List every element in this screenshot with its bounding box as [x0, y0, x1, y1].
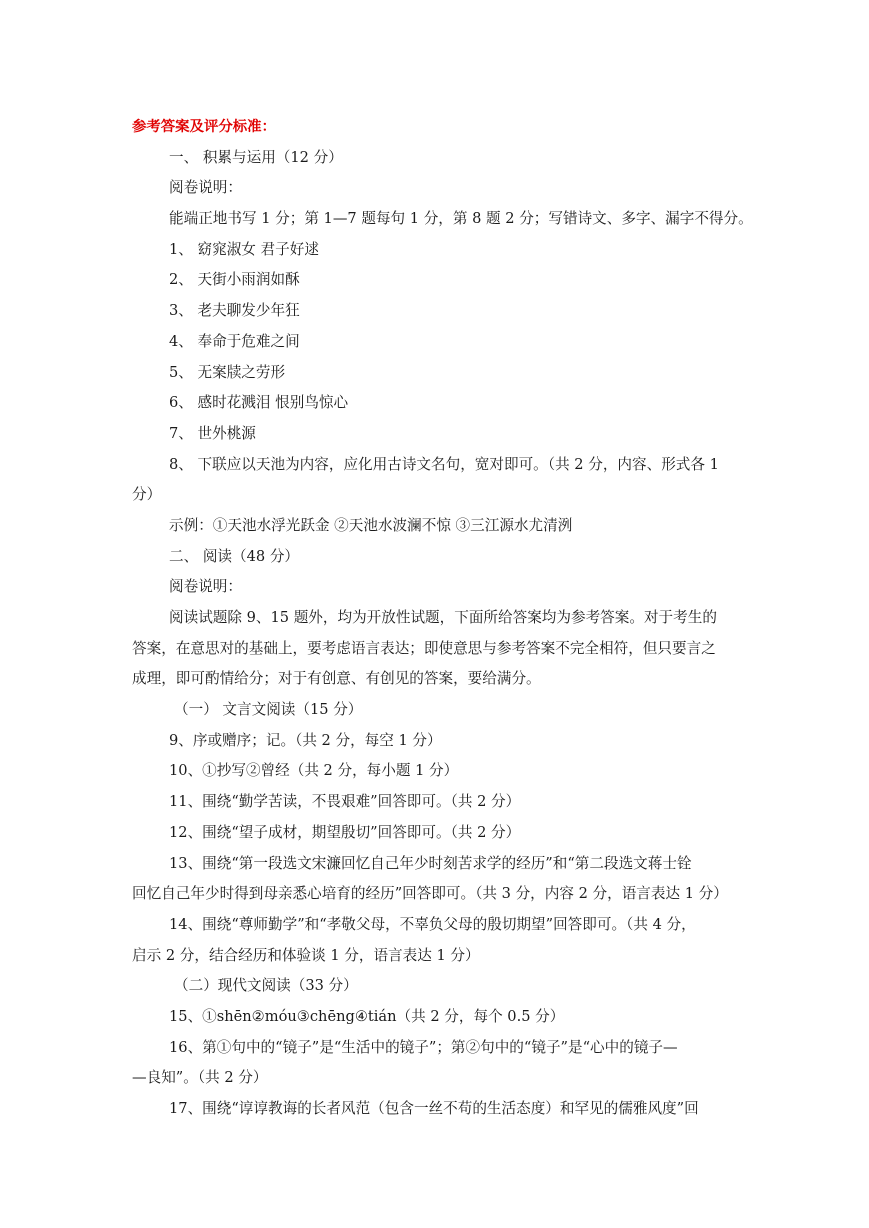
answer-4: 4、 奉命于危难之间	[169, 332, 300, 350]
question-14-line-1: 14、围绕“尊师勤学”和“孝敬父母，不辜负父母的殷切期望”回答即可。（共 4 分，	[169, 915, 696, 933]
document-heading: 参考答案及评分标准：	[132, 119, 276, 135]
answer-2: 2、 天街小雨润如酥	[169, 271, 300, 289]
section-2-title: 二、 阅读（48 分）	[169, 547, 300, 565]
answer-8-line-2: 分）	[132, 486, 162, 504]
answer-6: 6、 感时花溅泪 恨别鸟惊心	[169, 394, 349, 412]
question-11-answer: 11、围绕“勤学苦读，不畏艰难”回答即可。（共 2 分）	[169, 793, 521, 811]
question-13-line-2: 回忆自己年少时得到母亲悉心培育的经历”回答即可。（共 3 分，内容 2 分，语言表达 1 分）	[132, 885, 728, 903]
answer-7: 7、 世外桃源	[169, 424, 256, 442]
question-16-line-2: —良知”。（共 2 分）	[132, 1069, 268, 1087]
section-2-note-line-3: 成理，即可酌情给分；对于有创意、有创见的答案，要给满分。	[132, 670, 541, 688]
section-1-note: 能端正地书写 1 分；第 1—7 题每句 1 分，第 8 题 2 分；写错诗文、多字、漏字不得分。	[169, 210, 753, 228]
question-10-answer: 10、①抄写②曾经（共 2 分，每小题 1 分）	[169, 762, 459, 780]
question-14-line-2: 启示 2 分，结合经历和体验谈 1 分，语言表达 1 分）	[132, 946, 480, 964]
section-2-note-label: 阅卷说明：	[169, 578, 242, 596]
answer-3: 3、 老夫聊发少年狂	[169, 302, 300, 320]
section-1-title: 一、 积累与运用（12 分）	[169, 148, 343, 166]
answer-5: 5、 无案牍之劳形	[169, 363, 286, 381]
question-16-line-1: 16、第①句中的“镜子”是“生活中的镜子”；第②句中的“镜子”是“心中的镜子—	[169, 1038, 678, 1056]
question-13-line-1: 13、围绕“第一段选文宋濂回忆自己年少时刻苦求学的经历”和“第二段选文蒋士铨	[169, 854, 692, 872]
question-9-answer: 9、序或赠序；记。（共 2 分，每空 1 分）	[169, 731, 442, 749]
question-15-answer: 15、①shēn②móu③chēng④tián（共 2 分，每个 0.5 分）	[169, 1007, 565, 1025]
question-12-answer: 12、围绕“望子成材，期望殷切”回答即可。（共 2 分）	[169, 823, 521, 841]
part-2-title: （二）现代文阅读（33 分）	[174, 977, 358, 995]
question-17-line-1: 17、围绕“谆谆教诲的长者风范（包含一丝不苟的生活态度）和罕见的儒雅风度”回	[169, 1100, 699, 1117]
part-1-title: （一） 文言文阅读（15 分）	[174, 701, 363, 719]
answer-8-line-1: 8、 下联应以天池为内容，应化用古诗文名句，宽对即可。（共 2 分，内容、形式各 1	[169, 455, 719, 473]
section-2-note-line-2: 答案，在意思对的基础上，要考虑语言表达；即使意思与参考答案不完全相符，但只要言之	[132, 639, 716, 657]
answer-1: 1、 窈窕淑女 君子好逑	[169, 240, 319, 258]
answer-key-content	[132, 112, 753, 1125]
answer-8-example: 示例：①天池水浮光跃金 ②天池水波澜不惊 ③三江源水尤清洌	[169, 516, 573, 534]
section-1-note-label: 阅卷说明：	[169, 179, 242, 197]
section-2-note-line-1: 阅读试题除 9、15 题外，均为开放性试题，下面所给答案均为参考答案。对于考生的	[169, 609, 717, 626]
